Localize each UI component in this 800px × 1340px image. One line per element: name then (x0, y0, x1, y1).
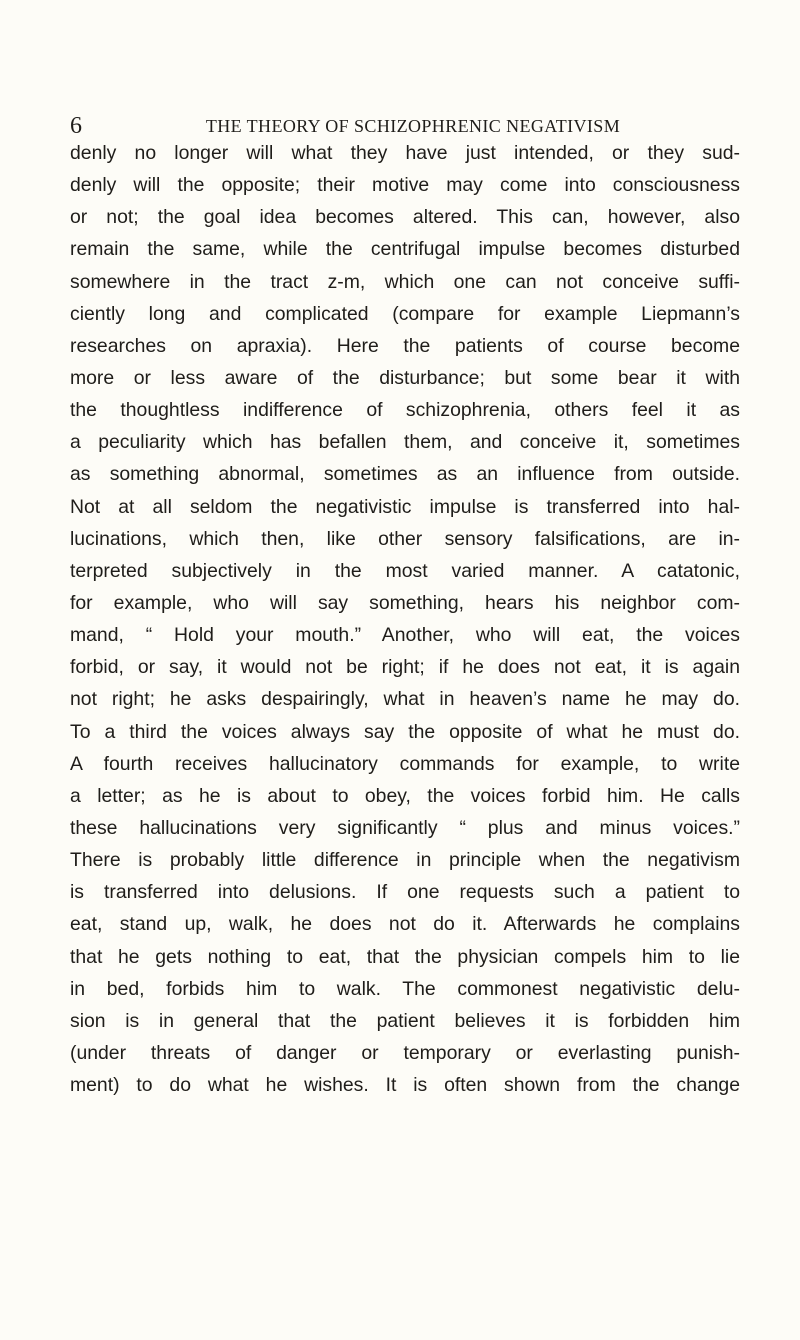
text-line: mand, “ Hold your mouth.” Another, who will eat, the voices (70, 624, 740, 647)
text-line: a letter; as he is about to obey, the voices forbid him. He calls (70, 784, 740, 807)
text-line: or not; the goal idea becomes altered. This can, however, also (70, 206, 740, 229)
text-line: not right; he asks despairingly, what in heaven’s name he may do. (70, 688, 740, 711)
text-line: a peculiarity which has befallen them, and conceive it, sometimes (70, 431, 740, 454)
text-line: these hallucinations very significantly “ plus and minus voices.” (70, 816, 740, 839)
text-line: more or less aware of the disturbance; but some bear it with (70, 366, 740, 389)
text-line: terpreted subjectively in the most varied manner. A catatonic, (70, 559, 740, 582)
text-line: for example, who will say something, hears his neighbor com- (70, 591, 740, 614)
text-line: in bed, forbids him to walk. The commonest negativistic delu- (70, 977, 740, 1000)
text-line: Not at all seldom the negativistic impulse is transferred into hal- (70, 495, 740, 518)
text-line: (under threats of danger or temporary or everlasting punish- (70, 1041, 740, 1064)
text-line: There is probably little difference in principle when the negativism (70, 849, 740, 872)
text-line: To a third the voices always say the opposite of what he must do. (70, 720, 740, 743)
text-line: ciently long and complicated (compare for example Liepmann’s (70, 302, 740, 325)
text-line: is transferred into delusions. If one requests such a patient to (70, 881, 740, 904)
text-line: researches on apraxia). Here the patients of course become (70, 334, 740, 357)
text-line: as something abnormal, sometimes as an influence from outside. (70, 463, 740, 486)
text-line: forbid, or say, it would not be right; if he does not eat, it is again (70, 656, 740, 679)
running-head: THE THEORY OF SCHIZOPHRENIC NEGATIVISM (205, 116, 621, 136)
page-number: 6 (70, 113, 82, 139)
text-line: sion is in general that the patient believes it is forbidden him (70, 1009, 740, 1032)
text-line: the thoughtless indifference of schizophrenia, others feel it as (70, 399, 740, 422)
body-text (70, 137, 740, 1101)
text-line: ment) to do what he wishes. It is often shown from the change (70, 1074, 740, 1097)
text-line: remain the same, while the centrifugal impulse becomes disturbed (70, 238, 740, 261)
text-line: denly no longer will what they have just intended, or they sud- (70, 142, 740, 164)
text-line: A fourth receives hallucinatory commands for example, to write (70, 752, 740, 775)
text-line: that he gets nothing to eat, that the physician compels him to lie (70, 945, 740, 968)
text-line: somewhere in the tract z-m, which one can not conceive suffi- (70, 270, 740, 293)
text-line: eat, stand up, walk, he does not do it. Afterwards he complains (70, 913, 740, 936)
text-line: lucinations, which then, like other sensory falsifications, are in- (70, 527, 740, 550)
text-line: denly will the opposite; their motive may come into consciousness (70, 174, 740, 197)
